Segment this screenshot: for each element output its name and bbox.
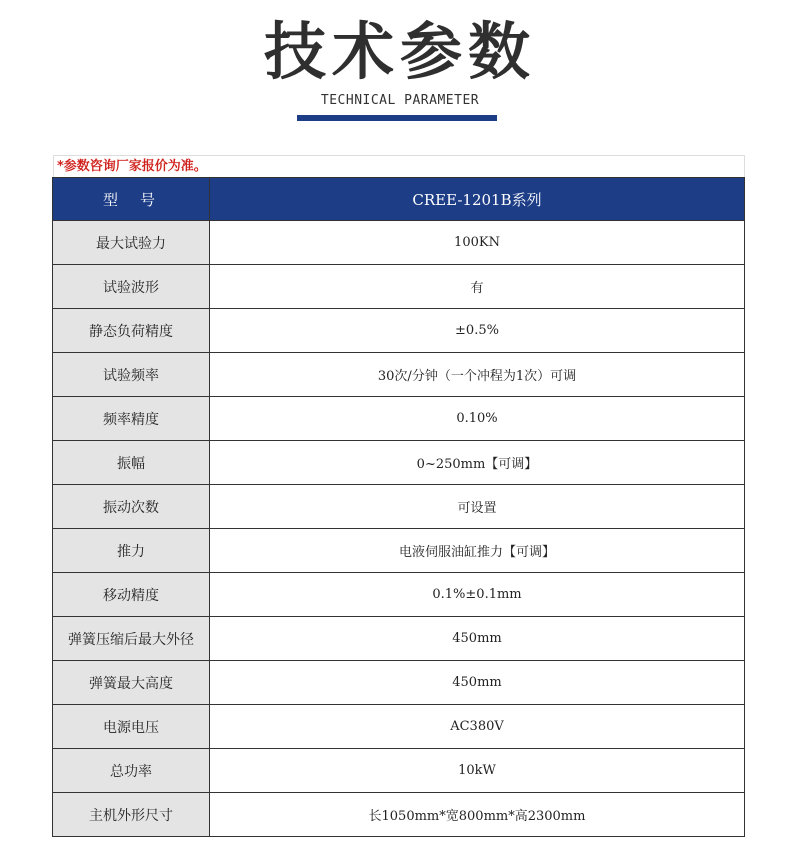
row-label: 总功率 (53, 749, 210, 793)
table-row (53, 749, 745, 793)
row-value: 10kW (210, 749, 745, 793)
row-label: 主机外形尺寸 (53, 793, 210, 837)
row-label: 静态负荷精度 (53, 309, 210, 353)
page-subtitle: TECHNICAL PARAMETER (320, 93, 480, 108)
table-row (53, 397, 745, 441)
row-value: 电液伺服油缸推力【可调】 (210, 529, 745, 573)
page-title: 技术参数 (263, 15, 536, 88)
row-value: 有 (210, 265, 745, 309)
header-value-cell: CREE-1201B系列 (210, 178, 745, 221)
row-value: 450mm (210, 617, 745, 661)
row-label: 移动精度 (53, 573, 210, 617)
table-row (53, 221, 745, 265)
row-label: 振幅 (53, 441, 210, 485)
row-label: 弹簧压缩后最大外径 (53, 617, 210, 661)
row-value: 30次/分钟（一个冲程为1次）可调 (210, 353, 745, 397)
header-label-cell: 型号 (53, 178, 210, 221)
row-value: ±0.5% (210, 309, 745, 353)
table-row (53, 793, 745, 837)
table-row (53, 353, 745, 397)
table-header-row (53, 178, 745, 221)
table-row (53, 265, 745, 309)
table-row (53, 661, 745, 705)
table-row (53, 617, 745, 661)
table-row (53, 485, 745, 529)
table-row (53, 441, 745, 485)
row-value: AC380V (210, 705, 745, 749)
row-value: 长1050mm*宽800mm*高2300mm (210, 793, 745, 837)
row-value: 0.10% (210, 397, 745, 441)
row-label: 电源电压 (53, 705, 210, 749)
row-label: 频率精度 (53, 397, 210, 441)
row-label: 最大试验力 (53, 221, 210, 265)
row-value: 0~250mm【可调】 (210, 441, 745, 485)
row-label: 弹簧最大高度 (53, 661, 210, 705)
row-value: 0.1%±0.1mm (210, 573, 745, 617)
row-label: 振动次数 (53, 485, 210, 529)
row-value: 可设置 (210, 485, 745, 529)
row-label: 试验波形 (53, 265, 210, 309)
row-value: 100KN (210, 221, 745, 265)
row-value: 450mm (210, 661, 745, 705)
table-row (53, 573, 745, 617)
price-note: *参数咨询厂家报价为准。 (53, 155, 745, 177)
table-row (53, 705, 745, 749)
spec-table (52, 177, 745, 837)
title-underline-bar (297, 115, 497, 121)
table-row (53, 309, 745, 353)
table-row (53, 529, 745, 573)
row-label: 推力 (53, 529, 210, 573)
row-label: 试验频率 (53, 353, 210, 397)
